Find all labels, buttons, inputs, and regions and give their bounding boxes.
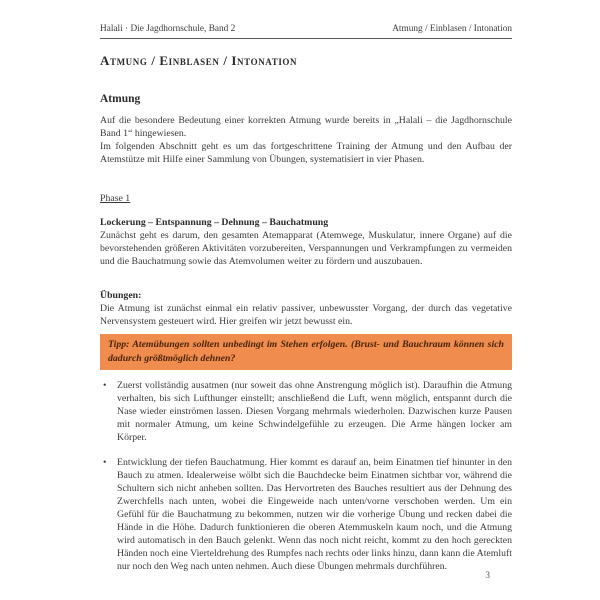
page-number: 3 bbox=[485, 571, 490, 581]
chapter-title: Atmung / Einblasen / Intonation bbox=[100, 53, 298, 68]
uebungen-label: Übungen: bbox=[100, 290, 142, 301]
phase-1-subtitle: Lockerung – Entspannung – Dehnung – Bauchatmung bbox=[100, 217, 329, 228]
uebungen-body: Die Atmung ist zunächst einmal ein relativ passiver, unbewusster Vorgang, der durch das vegetative Nervensystem gesteuert wird. Hier greifen wir jetzt bewusst ein. bbox=[100, 303, 512, 327]
intro-block bbox=[100, 114, 512, 166]
list-item-exercise-1: • Zuerst vollständig ausatmen (nur soweit das ohne Anstrengung möglich ist). Daraufhin die Atmung verhalten, bis sich Lufthunger einstellt; anschließend die Luft, wenn möglich, entspannt durch die Nase wieder einströmen lassen. Diesen Vorgang mehrmals wiederholen. Dazwischen kurze Pausen mit normaler Atmung, um keine Schwindelgefühle zu erzeugen. Die Arme hängen locker am Körper. bbox=[100, 379, 512, 444]
phase-1-body: Zunächst geht es darum, den gesamten Atemapparat (Atemwege, Muskulatur, innere Organe) auf die bevorstehenden größeren Aktivitäten vorzubereiten, Verspannungen und Verkrampfungen zu vermeiden und die Bauchatmung sowie das Atemvolumen weiter zu fördern und auszubauen. bbox=[100, 230, 512, 267]
tip-highlight-box: Tipp: Atemübungen sollten unbedingt im Stehen erfolgen. (Brust- und Bauchraum können sich dadurch größtmöglich dehnen? bbox=[100, 334, 512, 370]
intro-paragraph-2: Im folgenden Abschnitt geht es um das fortgeschrittene Training der Atmung und den Aufbau der Atemstütze mit Hilfe einer Sammlung von Übungen, systematisiert in vier Phasen. bbox=[100, 141, 512, 165]
section-heading-atmung: Atmung bbox=[100, 93, 141, 105]
running-header-right: Atmung / Einblasen / Intonation bbox=[392, 24, 512, 34]
exercise-list bbox=[100, 379, 512, 573]
running-header-left: Halali · Die Jagdhornschule, Band 2 bbox=[100, 24, 236, 34]
running-header bbox=[100, 24, 512, 39]
intro-paragraph-1: Auf die besondere Bedeutung einer korrekten Atmung wurde bereits in „Halali – die Jagdhornschule Band 1“ hingewiesen. bbox=[100, 115, 512, 139]
list-item-exercise-2: • Entwicklung der tiefen Bauchatmung. Hier kommt es darauf an, beim Einatmen tief hinunter in den Bauch zu atmen. Idealerweise wölbt sich die Bauchdecke beim Einatmen sichtbar vor, während die Schultern sich nicht anheben sollten. Das Hervortreten des Bauches resultiert aus der Dehnung des Zwerchfells nach unten, wobei die Eingeweide nach unten/vorne verschoben werden. Um ein Gefühl für die Bauchatmung zu bekommen, nutzen wir die vorherige Übung und recken dabei die Hände in die Höhe. Dadurch funktionieren die oberen Atemmuskeln kaum noch, und die Atmung wird automatisch in den Bauch gelenkt. Wenn das noch nicht reicht, kommt zu den hoch gereckten Händen noch eine Vierteldrehung des Rumpfes nach rechts oder links hinzu, dann kann die Atemluft nur noch den Weg nach unten nehmen. Auch diese Übungen mehrmals durchführen. bbox=[100, 456, 512, 573]
phase-1-label: Phase 1 bbox=[100, 193, 131, 204]
